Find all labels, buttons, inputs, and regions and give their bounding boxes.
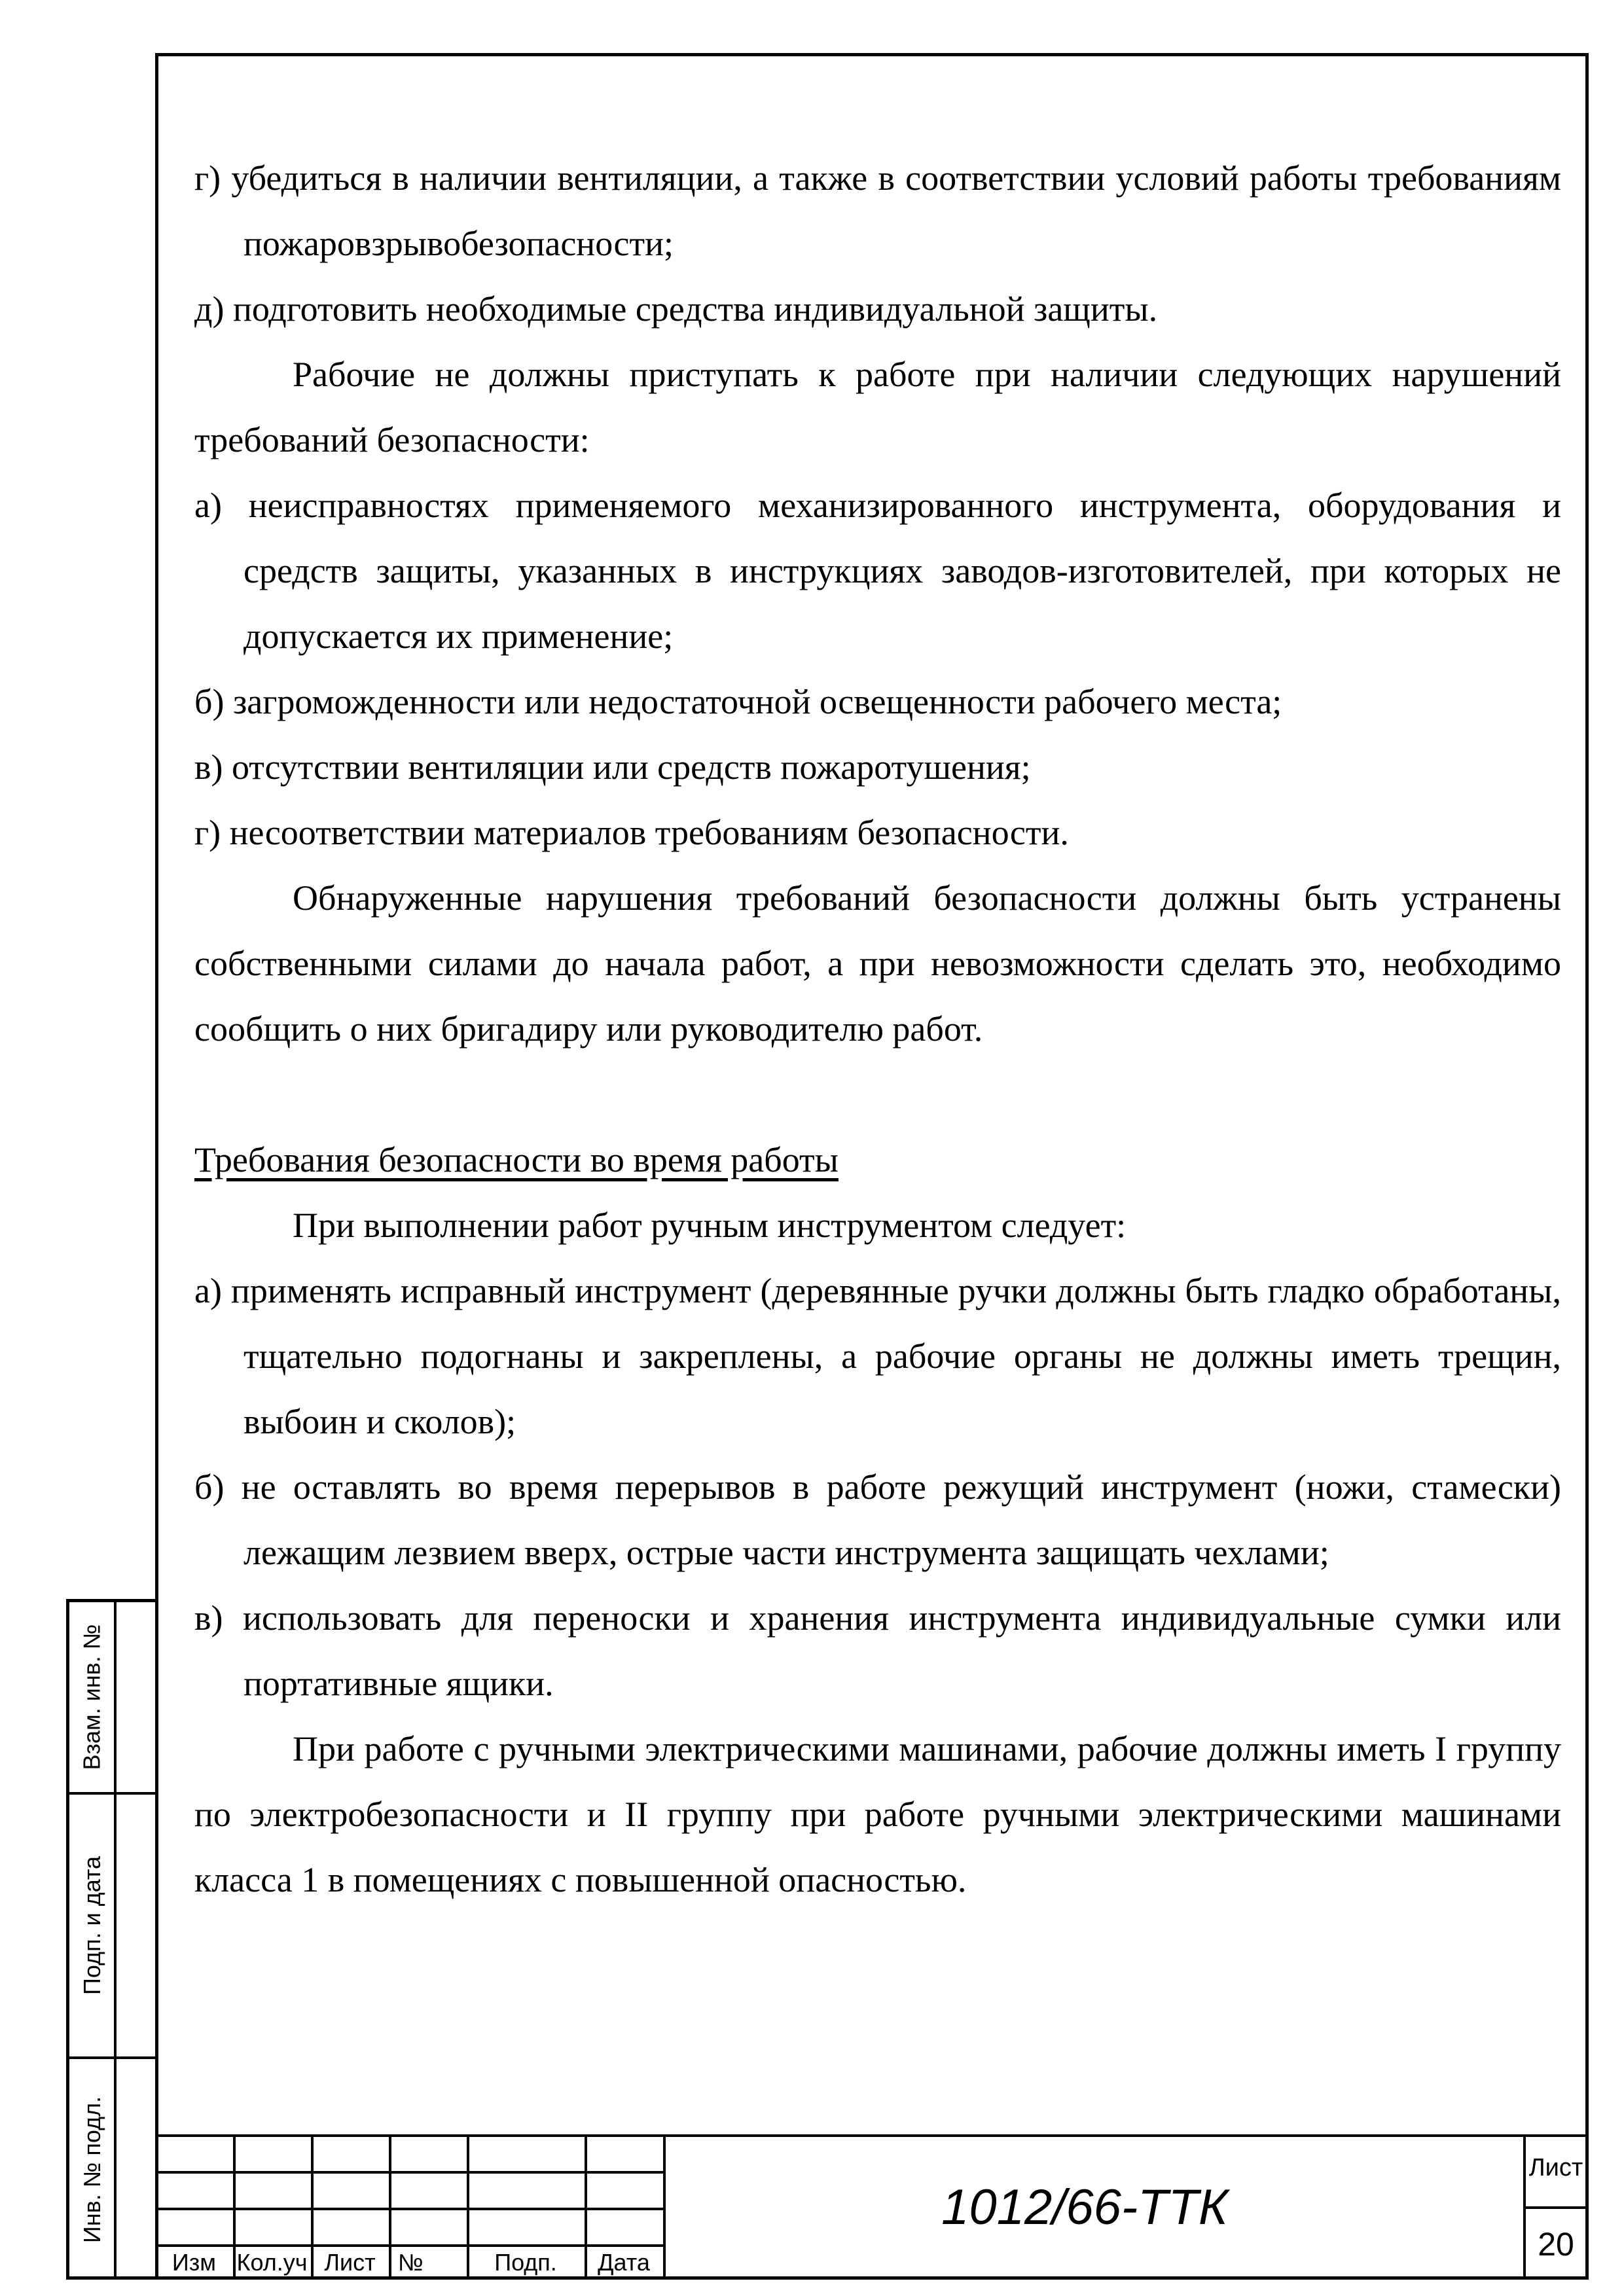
- paragraph: в) использовать для переноски и хранения инструмента индивидуальные сумки или портативные ящики.: [194, 1598, 1561, 1703]
- paragraph: г) убедиться в наличии вентиляции, а также в соответствии условий работы требованиям пожаровзрывобезопасности;: [194, 158, 1561, 263]
- col-header-list: Лист: [324, 2249, 376, 2276]
- paragraph: в) отсутствии вентиляции или средств пожаротушения;: [194, 747, 1031, 787]
- sheet-label: Лист: [1528, 2153, 1583, 2181]
- paragraph: а) применять исправный инструмент (деревянные ручки должны быть гладко обработаны, тщательно подогнаны и закреплены, а рабочие органы не должны иметь трещин, выбоин и сколов);: [194, 1271, 1561, 1441]
- col-header-izm: Изм: [171, 2249, 217, 2276]
- col-header-podp: Подп.: [494, 2249, 557, 2276]
- title-block: [155, 2134, 1589, 2280]
- paragraph: д) подготовить необходимые средства индивидуальной защиты.: [194, 289, 1158, 329]
- paragraph: б) не оставлять во время перерывов в работе режущий инструмент (ножи, стамески) лежащим лезвием вверх, острые части инструмента защищать чехлами;: [194, 1467, 1561, 1572]
- paragraph: Рабочие не должны приступать к работе при наличии следующих нарушений требований безопасности:: [194, 355, 1561, 459]
- paragraph: б) загроможденности или недостаточной освещенности рабочего места;: [194, 682, 1282, 721]
- paragraph: Обнаруженные нарушения требований безопасности должны быть устранены собственными силами до начала работ, а при невозможности сделать это, необходимо сообщить о них бригадиру или руководителю работ.: [194, 878, 1561, 1049]
- side-stamp-inv-podl: Инв. № подл.: [79, 2096, 105, 2243]
- section-heading: Требования безопасности во время работы: [194, 1140, 839, 1179]
- document-code: 1012/66-ТТК: [941, 2179, 1228, 2235]
- paragraph: При выполнении работ ручным инструментом следует:: [293, 1206, 1127, 1245]
- side-stamp: [66, 1599, 155, 2280]
- paragraph: а) неисправностях применяемого механизированного инструмента, оборудования и средств защиты, указанных в инструкциях заводов-изготовителей, при которых не допускается их применение;: [194, 486, 1561, 656]
- side-stamp-podp-data: Подп. и дата: [79, 1856, 105, 1996]
- paragraph: г) несоответствии материалов требованиям безопасности.: [194, 813, 1069, 852]
- side-stamp-vzam-inv: Взам. инв. №: [79, 1624, 105, 1770]
- col-header-number: №: [398, 2249, 424, 2276]
- sheet-number: 20: [1538, 2226, 1574, 2263]
- col-header-kol-uch: Кол.уч: [236, 2249, 308, 2276]
- paragraph: При работе с ручными электрическими машинами, рабочие должны иметь I группу по электробезопасности и II группу при работе ручными электрическими машинами класса 1 в помещениях с повышенной опасностью.: [194, 1729, 1561, 1899]
- col-header-data: Дата: [598, 2249, 650, 2276]
- document-body: [194, 145, 1561, 1912]
